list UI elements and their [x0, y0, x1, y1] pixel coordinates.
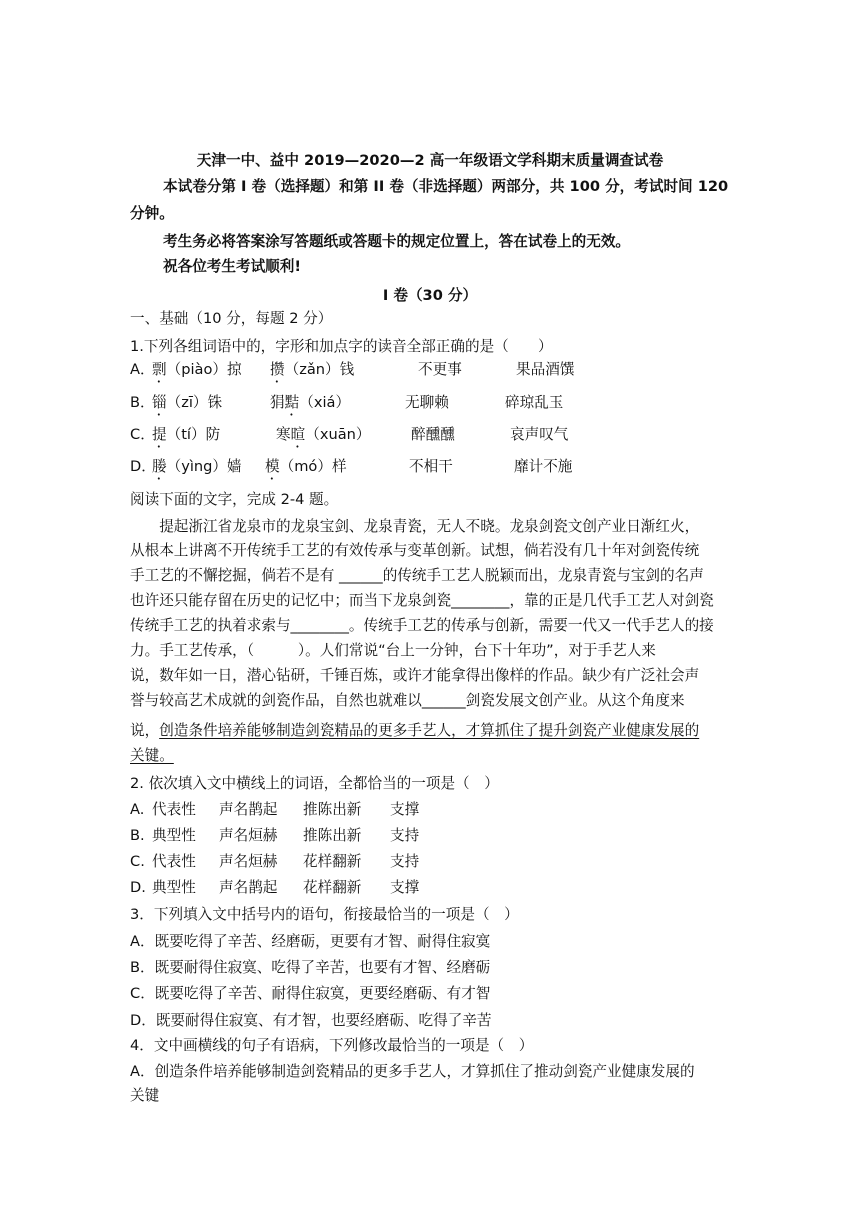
passage-line: 力。手工艺传承，（ ）。人们常说“台上一分钟，台下十年功”，对于手艺人来 [130, 642, 656, 659]
reading-instruction: 阅读下面的文字，完成 2-4 题。 [130, 491, 339, 508]
option-letter: D． [130, 458, 156, 475]
passage-line: 也许还只能存留在历史的记忆中；而当下龙泉剑瓷________，靠的正是几代手工艺人对剑瓷 [130, 592, 714, 609]
underlined-sentence-end: 关键。 [130, 747, 174, 764]
underlined-sentence: 创造条件培养能够制造剑瓷精品的更多手艺人，才算抓住了提升剑瓷产业健康发展的 [159, 722, 700, 739]
q2-word: 支撑 [390, 879, 420, 896]
q3-stem: 3．下列填入文中括号内的语句，衔接最恰当的一项是（ ） [130, 906, 519, 923]
q1-a-item-1: 剽（piào）掠 [152, 361, 242, 378]
q4-option-a-line-1: A．创造条件培养能够制造剑瓷精品的更多手艺人，才算抓住了推动剑瓷产业健康发展的 [130, 1063, 695, 1080]
passage-line: 手工艺的不懈挖掘，倘若不是有 ______的传统手工艺人脱颖而出，龙泉青瓷与宝剑的名声 [130, 567, 704, 584]
passage-line: 说，创造条件培养能够制造剑瓷精品的更多手艺人，才算抓住了提升剑瓷产业健康发展的 [130, 722, 700, 739]
option-letter: C. [130, 853, 145, 870]
option-letter: C． [130, 426, 155, 443]
q2-word: 代表性 [152, 801, 196, 818]
q1-a-item-4: 果品酒馔 [516, 361, 575, 378]
intro-line-1: 本试卷分第 I 卷（选择题）和第 II 卷（非选择题）两部分，共 100 分，考试时间 120 [163, 178, 729, 195]
q2-word: 推陈出新 [303, 801, 362, 818]
section-heading: 一、基础（10 分，每题 2 分） [130, 310, 333, 327]
q1-d-item-2: 模（mó）样 [265, 458, 347, 475]
q1-c-item-1: 提（tí）防 [152, 426, 221, 443]
q2-word: 典型性 [152, 879, 196, 896]
q4-stem: 4．文中画横线的句子有语病，下列修改最恰当的一项是（ ） [130, 1037, 534, 1054]
option-letter: A. [130, 801, 145, 818]
q2-word: 支持 [390, 827, 420, 844]
q1-b-item-2: 狷黠（xiá） [270, 394, 351, 411]
q1-d-item-4: 靡计不施 [514, 458, 573, 475]
notice-text: 考生务必将答案涂写答题纸或答题卡的规定位置上，答在试卷上的无效。 [163, 233, 631, 250]
exam-title: 天津一中、益中 2019—2020—2 高一年级语文学科期末质量调查试卷 [196, 152, 664, 169]
q2-word: 推陈出新 [303, 827, 362, 844]
q2-stem: 2. 依次填入文中横线上的词语，全都恰当的一项是（ ） [130, 775, 499, 792]
q2-word: 声名鹊起 [219, 879, 278, 896]
option-letter: B. [130, 827, 145, 844]
q2-word: 代表性 [152, 853, 196, 870]
option-letter: D. [130, 879, 146, 896]
wish-text: 祝各位考生考试顺利! [163, 258, 302, 275]
option-letter: A． [130, 361, 155, 378]
passage-line [130, 746, 174, 766]
passage-line: 说，数年如一日，潜心钻研，千锤百炼，或许才能拿得出像样的作品。缺少有广泛社会声 [130, 667, 700, 684]
q1-d-item-1: 媵（yìng）嫱 [152, 458, 242, 475]
q3-option-c: C．既要吃得了辛苦、耐得住寂寞，更要经磨砺、有才智 [130, 985, 491, 1002]
passage-line: 传统手工艺的执着求索与________。传统手工艺的传承与创新，需要一代又一代手艺人的接 [130, 617, 714, 634]
q3-option-a: A．既要吃得了辛苦、经磨砺，更要有才智、耐得住寂寞 [130, 933, 491, 950]
q2-word: 声名鹊起 [219, 801, 278, 818]
q3-option-b: B．既要耐得住寂寞、吃得了辛苦，也要有才智、经磨砺 [130, 959, 491, 976]
q2-word: 典型性 [152, 827, 196, 844]
q1-b-item-3: 无聊赖 [405, 394, 449, 411]
q1-c-item-3: 醉醺醺 [411, 426, 455, 443]
option-letter: B． [130, 394, 155, 411]
q1-stem: 1.下列各组词语中的，字形和加点字的读音全部正确的是（ ） [130, 338, 553, 355]
passage-line: 誉与较高艺术成就的剑瓷作品，自然也就难以______剑瓷发展文创产业。从这个角度来 [130, 692, 685, 709]
q1-a-item-3: 不更事 [418, 361, 462, 378]
part-one-title: I 卷（30 分） [382, 287, 478, 304]
passage-line: 提起浙江省龙泉市的龙泉宝剑、龙泉青瓷，无人不晓。龙泉剑瓷文创产业日渐红火， [130, 518, 700, 535]
q2-word: 支撑 [390, 801, 420, 818]
q1-c-item-2: 寒暄（xuān） [276, 426, 371, 443]
q2-word: 支持 [390, 853, 420, 870]
q2-word: 花样翻新 [303, 879, 362, 896]
q1-a-item-2: 攒（zǎn）钱 [270, 361, 355, 378]
q1-c-item-4: 哀声叹气 [510, 426, 569, 443]
q4-option-a-line-2: 关键 [130, 1087, 160, 1104]
q3-option-d: D．既要耐得住寂寞、有才智，也要经磨砺、吃得了辛苦 [130, 1012, 492, 1029]
q1-b-item-1: 锱（zī）铢 [152, 394, 223, 411]
q1-b-item-4: 碎琼乱玉 [505, 394, 564, 411]
intro-line-2: 分钟。 [130, 205, 174, 222]
q2-word: 花样翻新 [303, 853, 362, 870]
passage-line: 从根本上讲离不开传统手工艺的有效传承与变革创新。试想，倘若没有几十年对剑瓷传统 [130, 542, 700, 559]
q1-d-item-3: 不相干 [409, 458, 453, 475]
q2-word: 声名烜赫 [219, 853, 278, 870]
q2-word: 声名烜赫 [219, 827, 278, 844]
